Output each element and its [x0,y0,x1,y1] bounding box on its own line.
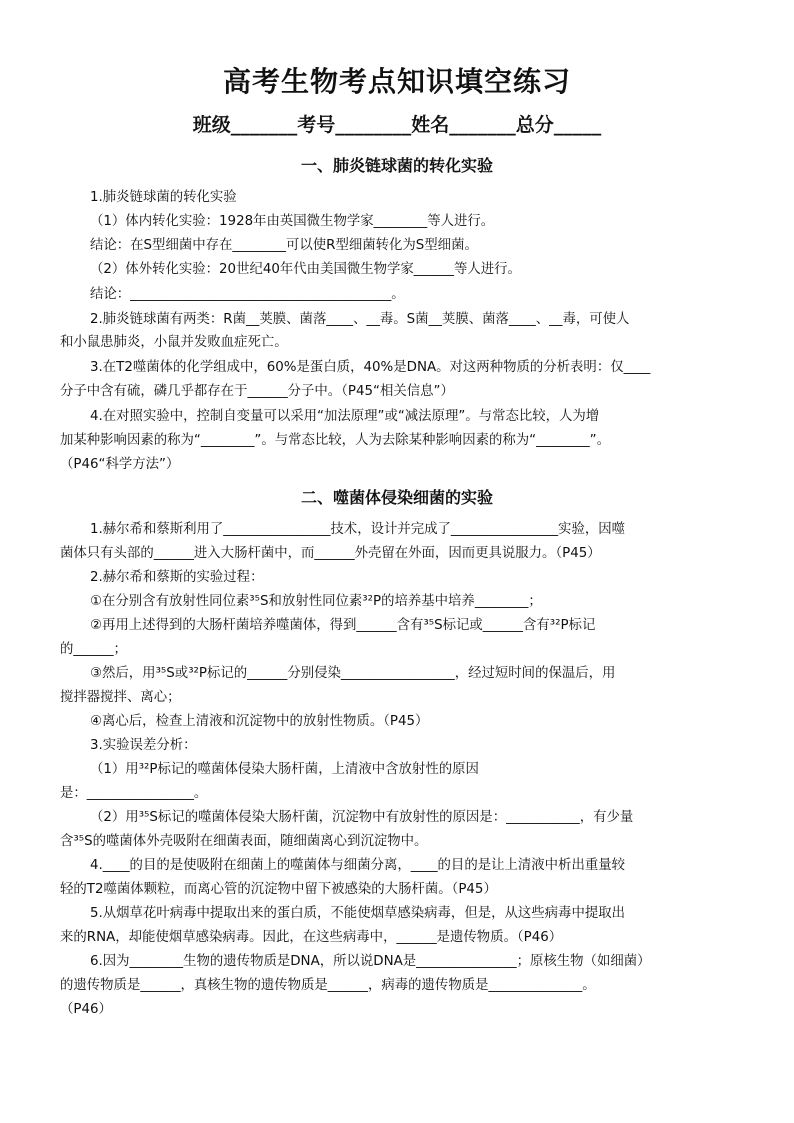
s2-line: 4.____的目的是使吸附在细菌上的噬菌体与细菌分离，____的目的是让上清液中析出重量较 [90,858,626,873]
s2-line: 的遗传物质是______，真核生物的遗传物质是______，病毒的遗传物质是______________。 [60,978,596,993]
s1-line: 和小鼠患肺炎，小鼠并发败血症死亡。 [60,335,288,350]
s1-line: （1）体内转化实验：1928年由英国微生物学家________等人进行。 [90,214,495,229]
s2-line: ①在分别含有放射性同位素³⁵S和放射性同位素³²P的培养基中培养________； [90,594,542,609]
s1-line: 结论：在S型细菌中存在________可以使R型细菌转化为S型细菌。 [90,238,478,253]
s2-line: 菌体只有头部的______进入大肠杆菌中，而______外壳留在外面，因而更具说服力。（P45） [60,546,601,561]
s2-line: 轻的T2噬菌体颗粒，而离心管的沉淀物中留下被感染的大肠杆菌。（P45） [60,882,497,897]
s2-line: 是：________________。 [60,786,208,801]
s2-line: 6.因为________生物的遗传物质是DNA，所以说DNA是_______________；原核生物（如细菌） [90,954,651,969]
s2-line: 来的RNA，却能使烟草感染病毒。因此，在这些病毒中，______是遗传物质。（P46） [60,930,563,945]
s1-line: 加某种影响因素的称为“________”。与常态比较，人为去除某种影响因素的称为“________”。 [60,433,610,448]
s2-line: 1.赫尔希和蔡斯利用了________________技术，设计并完成了________________实验，因噬 [90,522,626,537]
s2-line: 5.从烟草花叶病毒中提取出来的蛋白质，不能使烟草感染病毒，但是，从这些病毒中提取出 [90,906,626,921]
s1-line: 4.在对照实验中，控制自变量可以采用“加法原理”或“减法原理”。与常态比较，人为增 [90,409,600,424]
s1-line: 分子中含有硫，磷几乎都存在于______分子中。（P45“相关信息”） [60,384,454,399]
s2-line: 的______； [60,642,127,657]
student-info-line: 班级_______考号________姓名_______总分_____ [192,114,602,136]
s2-line: ②再用上述得到的大肠杆菌培养噬菌体，得到______含有³⁵S标记或______含有³²P标记 [90,618,596,633]
s1-line: 3.在T2噬菌体的化学组成中，60%是蛋白质，40%是DNA。对这两种物质的分析表明：仅____ [90,360,651,375]
s2-line: ③然后，用³⁵S或³²P标记的______分别侵染_________________，经过短时间的保温后，用 [90,666,616,681]
s1-line: （P46“科学方法”） [60,457,180,472]
s2-line: 搅拌器搅拌、离心； [60,690,181,705]
section-1-heading: 一、肺炎链球菌的转化实验 [300,156,493,175]
s2-line: 含³⁵S的噬菌体外壳吸附在细菌表面，随细菌离心到沉淀物中。 [60,834,428,849]
s2-line: ④离心后，检查上清液和沉淀物中的放射性物质。（P45） [90,714,429,729]
s1-line: 1.肺炎链球菌的转化实验 [90,190,237,205]
s2-line: （2）用³⁵S标记的噬菌体侵染大肠杆菌，沉淀物中有放射性的原因是：___________，有少量 [90,810,634,825]
s2-line: 2.赫尔希和蔡斯的实验过程： [90,570,264,585]
page-title: 高考生物考点知识填空练习 [222,65,571,98]
s1-line: （2）体外转化实验：20世纪40年代由美国微生物学家______等人进行。 [90,262,521,277]
s1-line: 2.肺炎链球菌有两类：R菌__荚膜、菌落____、__毒。S菌__荚膜、菌落____、__毒，可使人 [90,312,630,327]
section-2-heading: 二、噬菌体侵染细菌的实验 [300,488,493,507]
s2-line: （1）用³²P标记的噬菌体侵染大肠杆菌，上清液中含放射性的原因 [90,762,479,777]
s2-line: 3.实验误差分析： [90,738,197,753]
s1-line: 结论：_______________________________________。 [90,287,405,302]
s2-line: （P46） [60,1002,112,1017]
